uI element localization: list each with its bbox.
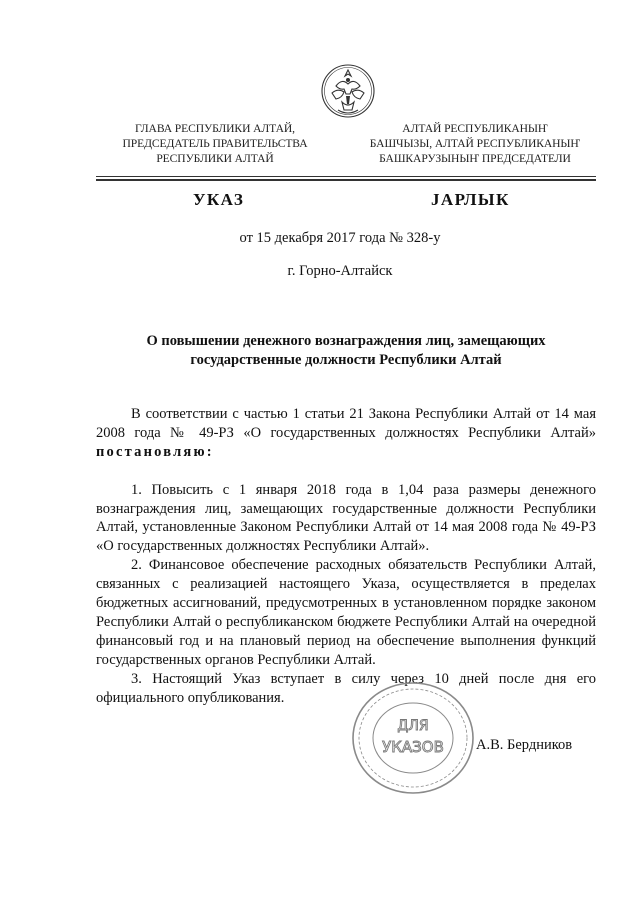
round-seal-icon (350, 680, 476, 796)
preamble-paragraph (96, 405, 596, 462)
header-right-line-3: БАШКАРУЗЫНЫҤ ПРЕДСЕДАТЕЛИ (379, 152, 571, 166)
title-ukaz: УКАЗ (193, 190, 245, 209)
coat-of-arms-icon (320, 60, 376, 122)
header-left-line-3: РЕСПУБЛИКИ АЛТАЙ (156, 152, 274, 166)
decree-word: постановляю: (96, 443, 214, 460)
header-divider-thick (96, 179, 596, 181)
stamp-line-2: УКАЗОВ (382, 738, 444, 756)
subject-line-2: государственные должности Республики Алтай (190, 352, 502, 368)
signature-name: А.В. Бердников (476, 737, 573, 753)
decree-body (96, 405, 596, 707)
item-3: 3. Настоящий Указ вступает в силу через 10 дней после дня его официального опубликования. (96, 670, 596, 706)
header-left-line-1: ГЛАВА РЕСПУБЛИКИ АЛТАЙ, (135, 122, 295, 135)
stamp-line-1: ДЛЯ (397, 718, 429, 734)
decree-subject (96, 332, 596, 370)
decree-date-number: от 15 декабря 2017 года № 328-у (239, 230, 441, 246)
subject-line-1: О повышении денежного вознаграждения лиц, замещающих (146, 333, 546, 349)
header-divider-thin (96, 176, 596, 177)
item-1: 1. Повысить с 1 января 2018 года в 1,04 раза размеры денежного вознаграждения лиц, замещающих государственные должности Республики Алтай, установленные Законом Республики Алтай от 14 мая 2008 года № 49-РЗ «О государственных должностях Республики Алтай». (96, 481, 596, 555)
header-right-line-1: АЛТАЙ РЕСПУБЛИКАНЫҤ (402, 122, 548, 135)
decree-city: г. Горно-Алтайск (287, 263, 393, 279)
preamble-text: В соответствии с частью 1 статьи 21 Закона Республики Алтай от 14 мая 2008 года № 49-РЗ «О государственных должностях Республики Алтай» (96, 406, 596, 441)
header-right-line-2: БАШЧЫЗЫ, АЛТАЙ РЕСПУБЛИКАНЫҤ (369, 137, 581, 151)
item-2: 2. Финансовое обеспечение расходных обязательств Республики Алтай, связанных с реализацией настоящего Указа, осуществляется в пределах бюджетных ассигнований, предусмотренных в установленном порядке законом Республики Алтай о республиканском бюджете Республики Алтай на очередной финансовый год и на плановый период на обеспечение выполнения функций государственных органов Республики Алтай. (96, 557, 596, 668)
header-left-line-2: ПРЕДСЕДАТЕЛЬ ПРАВИТЕЛЬСТВА (122, 137, 308, 151)
title-jarlyk: JАРЛЫК (431, 190, 510, 209)
header-right-block (360, 121, 590, 167)
header-left-block (100, 121, 330, 167)
